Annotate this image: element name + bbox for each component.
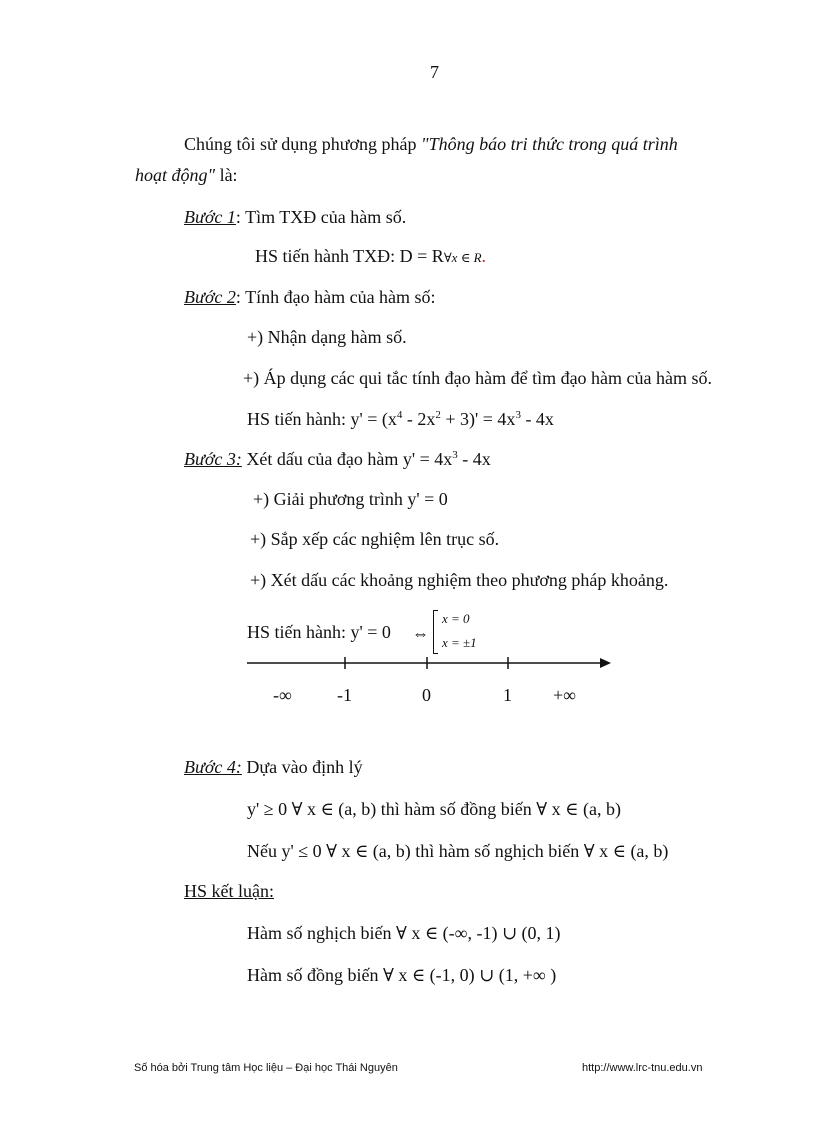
axis-arrow [600,658,611,668]
step3-item-1: +) Giải phương trình y' = 0 [253,489,448,509]
case-2: x = ±1 [442,635,477,650]
label-minus-1: -1 [337,685,352,705]
step2-item-2: +) Áp dụng các qui tắc tính đạo hàm để tìm đạo hàm của hàm số. [243,368,713,388]
derivative-part-b: - 2x [402,409,436,429]
derivative-part-a: HS tiến hành: y' = (x [247,409,397,429]
step2-label: Bước 2 [184,287,236,307]
step1-text: : Tìm TXĐ của hàm số. [235,207,407,227]
conclusion-line-1: Hàm số nghịch biến ∀ x ∈ (-∞, -1) ∪ (0, 1) [247,923,561,943]
derivative-part-d: - 4x [520,409,554,429]
intro-text-end: là: [215,165,238,185]
theorem-line-1: y' ≥ 0 ∀ x ∈ (a, b) thì hàm số đồng biến ∀ x ∈ (a, b) [247,799,621,819]
step4-heading [184,758,363,776]
footer-url[interactable]: http://www.lrc-tnu.edu.vn [582,1062,703,1074]
intro-text: Chúng tôi sử dụng phương pháp [184,134,422,154]
step3-label: Bước 3: [184,449,242,469]
step3-exp: 3 [452,449,458,461]
step4-label: Bước 4: [184,757,242,777]
label-0: 0 [422,685,431,705]
exp-2: 2 [435,409,441,421]
step2-text: : Tính đạo hàm của hàm số: [235,287,436,307]
label-pos-infinity: +∞ [553,685,576,705]
step1-label: Bước 1 [184,207,236,227]
step3-item-2: +) Sắp xếp các nghiệm lên trục số. [250,529,500,549]
case-1: x = 0 [442,611,470,626]
step3-item-3: +) Xét dấu các khoảng nghiệm theo phương pháp khoảng. [250,570,669,590]
method-name-cont: hoạt động" [135,165,216,185]
equiv-symbol: ⇔ [412,624,429,643]
step3-hs-text: HS tiến hành: y' = 0 [247,622,391,642]
conclusion-label: HS kết luận: [184,881,274,901]
conclusion-line-2: Hàm số đồng biến ∀ x ∈ (-1, 0) ∪ (1, +∞ ) [247,965,557,985]
forall-formula: ∀x ∈ R [443,250,482,265]
step4-text: Dựa vào định lý [241,757,363,777]
step3-text-a: Xét dấu của đạo hàm y' = 4x [241,449,453,469]
theorem-line-2: Nếu y' ≤ 0 ∀ x ∈ (a, b) thì hàm số nghịch biến ∀ x ∈ (a, b) [247,841,669,861]
page-number: 7 [430,62,439,82]
label-1: 1 [503,685,512,705]
step3-text-b: - 4x [457,449,491,469]
exp-3: 3 [515,409,521,421]
method-name: "Thông báo tri thức trong quá trình [421,134,678,154]
footer-left: Số hóa bởi Trung tâm Học liệu – Đại học Thái Nguyên [134,1062,398,1074]
step2-item-1: +) Nhận dạng hàm số. [247,327,407,347]
step1-dot: . [481,246,487,266]
exp-4: 4 [396,409,403,421]
step1-hs-text: HS tiến hành TXĐ: D = R [255,246,444,266]
derivative-part-c: + 3)' = 4x [440,409,516,429]
label-neg-infinity: -∞ [273,685,292,705]
